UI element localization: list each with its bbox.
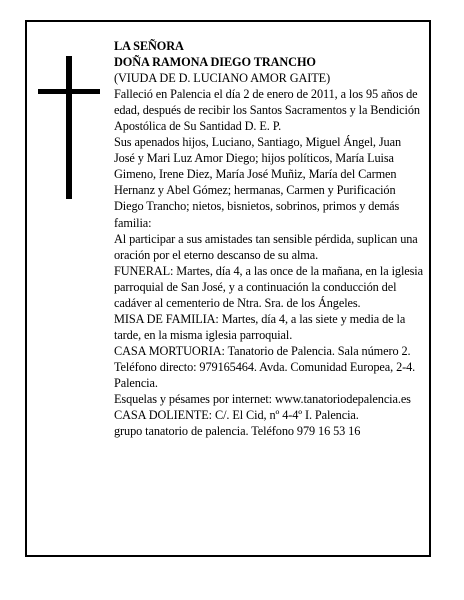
cross-vertical-bar xyxy=(66,56,72,199)
obituary-text xyxy=(114,38,424,439)
header-title: LA SEÑORA xyxy=(114,39,184,53)
request-paragraph: Al participar a sus amistades tan sensible pérdida, suplican una oración por el eterno descanso de su alma. xyxy=(114,231,418,262)
deceased-name: DOÑA RAMONA DIEGO TRANCHO xyxy=(114,55,316,70)
mortuoria-paragraph: CASA MORTUORIA: Tanatorio de Palencia. Sala número 2. Teléfono directo: 979165464. Avda. Comunidad Europea, 2-4. Palencia. xyxy=(114,343,416,390)
doliente-paragraph: CASA DOLIENTE: C/. El Cid, nº 4-4º I. Palencia. xyxy=(114,408,359,423)
cross-horizontal-bar xyxy=(38,89,100,94)
funeral-paragraph: FUNERAL: Martes, día 4, a las once de la mañana, en la iglesia parroquial de San José, y a continuación la conducción del cadáver al cementerio de Ntra. Sra. de los Ángeles. xyxy=(114,263,423,310)
family-paragraph: Sus apenados hijos, Luciano, Santiago, Miguel Ángel, Juan José y Mari Luz Amor Diego; hijos políticos, María Luisa Gimeno, Irene Diez, María José Muñiz, María del Carmen Hernanz y Abel Gómez; hermanas, Carmen y Purificación Diego Trancho; nietos, bisnietos, sobrinos, primos y demás familia: xyxy=(114,135,401,230)
esquelas-paragraph: Esquelas y pésames por internet: www.tanatoriodepalencia.es xyxy=(114,392,411,407)
widow-line: (VIUDA DE D. LUCIANO AMOR GAITE) xyxy=(114,71,331,86)
misa-paragraph: MISA DE FAMILIA: Martes, día 4, a las siete y media de la tarde, en la misma iglesia parroquial. xyxy=(114,311,406,342)
footer-line: grupo tanatorio de palencia. Teléfono 979 16 53 16 xyxy=(114,424,361,439)
latin-cross-icon xyxy=(38,56,100,199)
death-paragraph: Falleció en Palencia el día 2 de enero de 2011, a los 95 años de edad, después de recibir los Santos Sacramentos y la Bendición Apostólica de Su Santidad D. E. P. xyxy=(114,87,420,134)
